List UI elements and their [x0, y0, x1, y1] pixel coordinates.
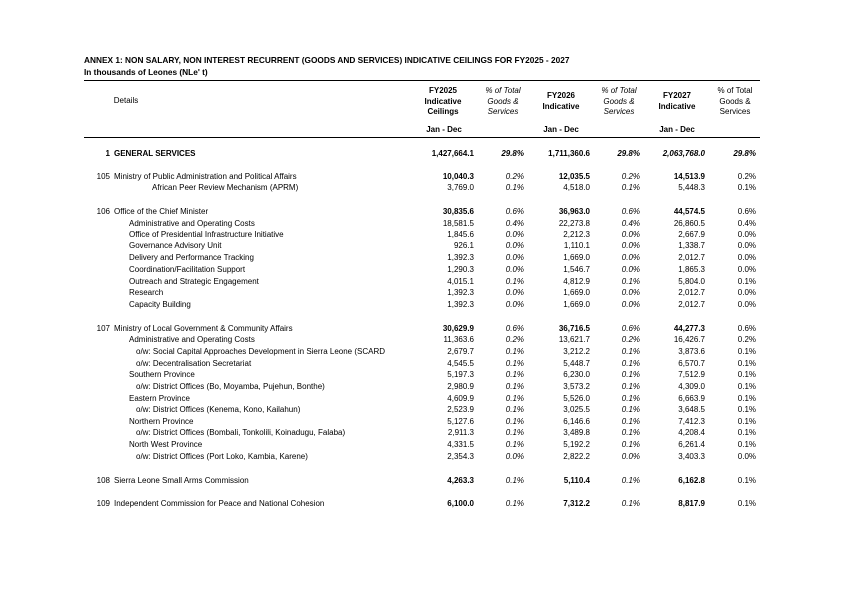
value-fy2025: 4,545.5: [447, 359, 474, 368]
value-fy2025: 6,100.0: [447, 499, 474, 508]
pct-fy2027: 0.6%: [737, 207, 756, 216]
pct-fy2025: 0.6%: [505, 324, 524, 333]
header-fy2025-line1: FY2025: [428, 86, 458, 95]
pct-fy2027: 0.1%: [737, 183, 756, 192]
row-number: 106: [96, 207, 110, 216]
table-row: [84, 334, 760, 345]
value-fy2025: 11,363.6: [443, 335, 474, 344]
pct-fy2025: 0.1%: [505, 499, 524, 508]
pct-fy2025: 0.1%: [505, 440, 524, 449]
value-fy2026: 5,526.0: [563, 394, 590, 403]
value-fy2027: 44,574.5: [673, 207, 705, 216]
pct-fy2027: 0.1%: [737, 382, 756, 391]
table-row: [84, 229, 760, 240]
pct-fy2025: 0.1%: [505, 370, 524, 379]
pct-fy2027: 0.2%: [737, 335, 756, 344]
value-fy2026: 13,621.7: [558, 335, 590, 344]
pct-fy2026: 0.1%: [621, 347, 640, 356]
value-fy2027: 16,426.7: [673, 335, 705, 344]
value-fy2026: 1,110.1: [563, 241, 590, 250]
value-fy2026: 7,312.2: [563, 499, 590, 508]
value-fy2025: 3,769.0: [447, 183, 474, 192]
value-fy2026: 5,192.2: [563, 440, 590, 449]
value-fy2027: 6,570.7: [678, 359, 705, 368]
row-number: 109: [96, 499, 110, 508]
table-row: [84, 299, 760, 310]
pct-fy2027: 0.0%: [737, 300, 756, 309]
row-label: Southern Province: [129, 370, 195, 379]
row-label: Ministry of Public Administration and Political Affairs: [114, 172, 297, 181]
value-fy2025: 926.1: [453, 241, 474, 250]
pct-fy2026: 0.0%: [621, 265, 640, 274]
header-period-2026: Jan - Dec: [543, 125, 579, 134]
value-fy2025: 18,581.5: [442, 219, 474, 228]
table-row: [84, 171, 760, 182]
table-row: [84, 182, 760, 193]
header-period-2025: Jan - Dec: [426, 125, 462, 134]
header-details: Details: [113, 96, 139, 105]
table-row: [84, 404, 760, 415]
value-fy2025: 2,911.3: [447, 428, 474, 437]
value-fy2025: 5,197.3: [447, 370, 474, 379]
pct-fy2025: 0.0%: [505, 288, 524, 297]
row-number: 107: [96, 324, 110, 333]
pct-fy2025: 0.1%: [505, 476, 524, 485]
pct-fy2025: 0.0%: [505, 241, 524, 250]
value-fy2026: 6,146.6: [563, 417, 590, 426]
table-row: [84, 323, 760, 334]
value-fy2025: 5,127.6: [447, 417, 474, 426]
header-pct-2026-line1: % of Total: [601, 86, 637, 95]
value-fy2026: 5,110.4: [563, 476, 590, 485]
header-pct-2027-line2: Goods &: [719, 96, 751, 106]
value-fy2027: 4,309.0: [678, 382, 705, 391]
row-label: Administrative and Operating Costs: [129, 335, 255, 344]
value-fy2027: 5,448.3: [678, 183, 705, 192]
table-row: [84, 218, 760, 229]
table-row: [84, 475, 760, 486]
table-row: [84, 240, 760, 251]
pct-fy2027: 0.0%: [737, 230, 756, 239]
header-top-rule: [84, 80, 760, 81]
pct-fy2026: 0.1%: [621, 405, 640, 414]
value-fy2025: 4,609.9: [447, 394, 474, 403]
table-row: [84, 264, 760, 275]
header-fy2025: [410, 86, 476, 118]
pct-fy2025: 0.1%: [505, 347, 524, 356]
pct-fy2027: 0.1%: [737, 417, 756, 426]
row-label: o/w: Social Capital Approaches Development in Sierra Leone (SCARD: [136, 347, 386, 356]
header-pct-2026: [596, 86, 642, 118]
pct-fy2027: 0.0%: [737, 265, 756, 274]
pct-fy2025: 0.0%: [505, 253, 524, 262]
pct-fy2025: 0.1%: [505, 428, 524, 437]
pct-fy2026: 0.4%: [621, 219, 640, 228]
row-label: Outreach and Strategic Engagement: [129, 277, 259, 286]
header-pct-2025-line3: Services: [487, 107, 519, 116]
pct-fy2025: 0.0%: [505, 452, 524, 461]
pct-fy2025: 0.1%: [505, 417, 524, 426]
header-pct-2027: [712, 86, 758, 118]
value-fy2027: 3,873.6: [678, 347, 705, 356]
pct-fy2026: 0.1%: [621, 394, 640, 403]
pct-fy2026: 0.2%: [621, 172, 640, 181]
row-label: Northern Province: [129, 417, 194, 426]
pct-fy2026: 0.1%: [621, 499, 640, 508]
table-row: [84, 148, 760, 159]
pct-fy2027: 0.1%: [737, 428, 756, 437]
pct-fy2025: 0.2%: [505, 335, 524, 344]
pct-fy2025: 0.1%: [505, 183, 524, 192]
pct-fy2026: 0.1%: [621, 370, 640, 379]
header-bottom-rule: [84, 137, 760, 138]
pct-fy2025: 0.2%: [505, 172, 524, 181]
row-label: Governance Advisory Unit: [129, 241, 222, 250]
row-label: Eastern Province: [129, 394, 190, 403]
pct-fy2025: 0.1%: [505, 394, 524, 403]
row-number: 105: [96, 172, 110, 181]
row-number: 1: [105, 149, 110, 158]
value-fy2026: 6,230.0: [563, 370, 590, 379]
pct-fy2026: 0.6%: [621, 324, 640, 333]
table-row: [84, 346, 760, 357]
pct-fy2027: 0.1%: [737, 476, 756, 485]
header-pct-2025-line1: % of Total: [485, 86, 521, 95]
row-label: o/w: District Offices (Bombali, Tonkolili, Koinadugu, Falaba): [136, 428, 346, 437]
value-fy2026: 3,212.2: [563, 347, 590, 356]
header-pct-2027-line3: Services: [719, 107, 751, 116]
row-label: Office of the Chief Minister: [114, 207, 209, 216]
pct-fy2027: 0.0%: [737, 452, 756, 461]
row-label: African Peer Review Mechanism (APRM): [152, 183, 299, 192]
value-fy2025: 2,980.9: [447, 382, 474, 391]
row-label: Ministry of Local Government & Community Affairs: [114, 324, 293, 333]
pct-fy2025: 0.4%: [505, 219, 524, 228]
pct-fy2026: 0.1%: [621, 417, 640, 426]
header-pct-2025: [480, 86, 526, 118]
table-row: [84, 393, 760, 404]
pct-fy2027: 0.1%: [737, 347, 756, 356]
value-fy2025: 4,331.5: [447, 440, 474, 449]
table-row: [84, 206, 760, 217]
pct-fy2026: 0.1%: [621, 428, 640, 437]
value-fy2025: 10,040.3: [442, 172, 474, 181]
header-pct-2026-line2: Goods &: [603, 96, 635, 106]
table-row: [84, 416, 760, 427]
table-row: [84, 451, 760, 462]
value-fy2026: 36,963.0: [558, 207, 590, 216]
value-fy2026: 1,669.0: [563, 288, 590, 297]
value-fy2025: 1,845.6: [447, 230, 474, 239]
value-fy2026: 1,546.7: [563, 265, 590, 274]
pct-fy2027: 29.8%: [733, 149, 756, 158]
value-fy2027: 2,063,768.0: [662, 149, 705, 158]
pct-fy2026: 0.2%: [621, 335, 640, 344]
row-label: Office of Presidential Infrastructure Initiative: [129, 230, 284, 239]
pct-fy2027: 0.1%: [737, 499, 756, 508]
value-fy2027: 3,648.5: [678, 405, 705, 414]
row-label: Research: [129, 288, 164, 297]
value-fy2027: 5,804.0: [678, 277, 705, 286]
pct-fy2026: 0.1%: [621, 183, 640, 192]
pct-fy2027: 0.1%: [737, 394, 756, 403]
value-fy2027: 2,012.7: [678, 288, 705, 297]
pct-fy2025: 29.8%: [501, 149, 524, 158]
row-label: Independent Commission for Peace and National Cohesion: [114, 499, 325, 508]
value-fy2027: 6,261.4: [678, 440, 705, 449]
value-fy2025: 30,629.9: [442, 324, 474, 333]
header-fy2026-line1: FY2026: [546, 91, 576, 100]
table-row: [84, 427, 760, 438]
header-fy2026: [530, 91, 592, 112]
row-label: o/w: Decentralisation Secretariat: [136, 359, 252, 368]
header-fy2025-line3: Ceilings: [427, 107, 459, 116]
value-fy2027: 2,012.7: [678, 253, 705, 262]
value-fy2025: 1,392.3: [447, 253, 474, 262]
value-fy2026: 4,518.0: [563, 183, 590, 192]
row-label: o/w: District Offices (Bo, Moyamba, Pujehun, Bonthe): [136, 382, 325, 391]
row-label: Sierra Leone Small Arms Commission: [114, 476, 249, 485]
value-fy2027: 6,663.9: [678, 394, 705, 403]
table-row: [84, 369, 760, 380]
header-fy2025-line2: Indicative: [424, 96, 462, 106]
pct-fy2027: 0.0%: [737, 253, 756, 262]
pct-fy2025: 0.0%: [505, 265, 524, 274]
pct-fy2027: 0.1%: [737, 405, 756, 414]
value-fy2027: 1,865.3: [678, 265, 705, 274]
value-fy2025: 2,354.3: [447, 452, 474, 461]
pct-fy2025: 0.1%: [505, 382, 524, 391]
header-fy2027: [646, 91, 708, 112]
pct-fy2026: 0.0%: [621, 300, 640, 309]
document-title: ANNEX 1: NON SALARY, NON INTEREST RECURRENT (GOODS AND SERVICES) INDICATIVE CEILINGS FOR FY2025 - 2027: [84, 55, 570, 65]
pct-fy2027: 0.1%: [737, 359, 756, 368]
header-pct-2026-line3: Services: [603, 107, 635, 116]
document-subtitle: In thousands of Leones (NLe' t): [84, 67, 208, 77]
table-row: [84, 439, 760, 450]
row-label: North West Province: [129, 440, 203, 449]
header-pct-2027-line1: % of Total: [717, 86, 753, 95]
table-row: [84, 358, 760, 369]
pct-fy2026: 0.1%: [621, 359, 640, 368]
pct-fy2027: 0.0%: [737, 241, 756, 250]
pct-fy2027: 0.4%: [737, 219, 756, 228]
value-fy2026: 2,212.3: [563, 230, 590, 239]
pct-fy2025: 0.1%: [505, 359, 524, 368]
value-fy2027: 1,338.7: [678, 241, 705, 250]
pct-fy2025: 0.1%: [505, 277, 524, 286]
header-fy2027-line2: Indicative: [658, 101, 696, 111]
pct-fy2026: 0.1%: [621, 440, 640, 449]
value-fy2026: 12,035.5: [558, 172, 590, 181]
value-fy2025: 2,679.7: [447, 347, 474, 356]
value-fy2027: 7,412.3: [678, 417, 705, 426]
pct-fy2027: 0.1%: [737, 277, 756, 286]
value-fy2026: 1,669.0: [563, 253, 590, 262]
header-period-2027: Jan - Dec: [659, 125, 695, 134]
value-fy2025: 2,523.9: [447, 405, 474, 414]
pct-fy2027: 0.1%: [737, 440, 756, 449]
row-label: Coordination/Facilitation Support: [129, 265, 246, 274]
value-fy2027: 2,667.9: [678, 230, 705, 239]
pct-fy2025: 0.1%: [505, 405, 524, 414]
pct-fy2027: 0.2%: [737, 172, 756, 181]
table-row: [84, 498, 760, 509]
pct-fy2025: 0.0%: [505, 230, 524, 239]
table-row: [84, 381, 760, 392]
value-fy2026: 36,716.5: [558, 324, 590, 333]
row-label: o/w: District Offices (Port Loko, Kambia, Karene): [136, 452, 308, 461]
value-fy2025: 4,263.3: [447, 476, 474, 485]
pct-fy2026: 0.0%: [621, 241, 640, 250]
table-row: [84, 276, 760, 287]
pct-fy2027: 0.1%: [737, 370, 756, 379]
pct-fy2025: 0.0%: [505, 300, 524, 309]
pct-fy2026: 0.0%: [621, 230, 640, 239]
pct-fy2025: 0.6%: [505, 207, 524, 216]
value-fy2027: 26,860.5: [673, 219, 705, 228]
row-label: GENERAL SERVICES: [114, 149, 196, 158]
value-fy2026: 1,711,360.6: [548, 149, 590, 158]
value-fy2026: 5,448.7: [563, 359, 590, 368]
row-number: 108: [96, 476, 110, 485]
value-fy2025: 1,290.3: [447, 265, 474, 274]
value-fy2026: 3,489.8: [563, 428, 590, 437]
header-pct-2025-line2: Goods &: [487, 96, 519, 106]
value-fy2025: 1,392.3: [447, 288, 474, 297]
value-fy2027: 2,012.7: [678, 300, 705, 309]
table-row: [84, 287, 760, 298]
value-fy2026: 2,822.2: [563, 452, 590, 461]
pct-fy2026: 0.6%: [621, 207, 640, 216]
header-fy2027-line1: FY2027: [662, 91, 692, 100]
pct-fy2026: 0.0%: [621, 288, 640, 297]
value-fy2027: 8,817.9: [678, 499, 705, 508]
value-fy2027: 6,162.8: [678, 476, 705, 485]
pct-fy2026: 0.1%: [621, 277, 640, 286]
row-label: o/w: District Offices (Kenema, Kono, Kailahun): [136, 405, 301, 414]
pct-fy2026: 0.1%: [621, 476, 640, 485]
value-fy2025: 30,835.6: [442, 207, 474, 216]
value-fy2026: 22,273.8: [558, 219, 590, 228]
value-fy2025: 1,427,664.1: [431, 149, 474, 158]
value-fy2026: 1,669.0: [563, 300, 590, 309]
value-fy2027: 4,208.4: [678, 428, 705, 437]
value-fy2027: 14,513.9: [673, 172, 705, 181]
value-fy2026: 4,812.9: [563, 277, 590, 286]
value-fy2026: 3,573.2: [563, 382, 590, 391]
pct-fy2026: 0.1%: [621, 382, 640, 391]
row-label: Capacity Building: [129, 300, 191, 309]
value-fy2025: 4,015.1: [447, 277, 474, 286]
value-fy2027: 44,277.3: [673, 324, 705, 333]
header-fy2026-line2: Indicative: [542, 101, 580, 111]
pct-fy2026: 0.0%: [621, 253, 640, 262]
value-fy2027: 3,403.3: [678, 452, 705, 461]
pct-fy2026: 29.8%: [617, 149, 640, 158]
value-fy2027: 7,512.9: [678, 370, 705, 379]
table-row: [84, 252, 760, 263]
pct-fy2027: 0.6%: [737, 324, 756, 333]
value-fy2025: 1,392.3: [447, 300, 474, 309]
pct-fy2026: 0.0%: [621, 452, 640, 461]
pct-fy2027: 0.0%: [737, 288, 756, 297]
value-fy2026: 3,025.5: [563, 405, 590, 414]
row-label: Delivery and Performance Tracking: [129, 253, 254, 262]
row-label: Administrative and Operating Costs: [129, 219, 255, 228]
